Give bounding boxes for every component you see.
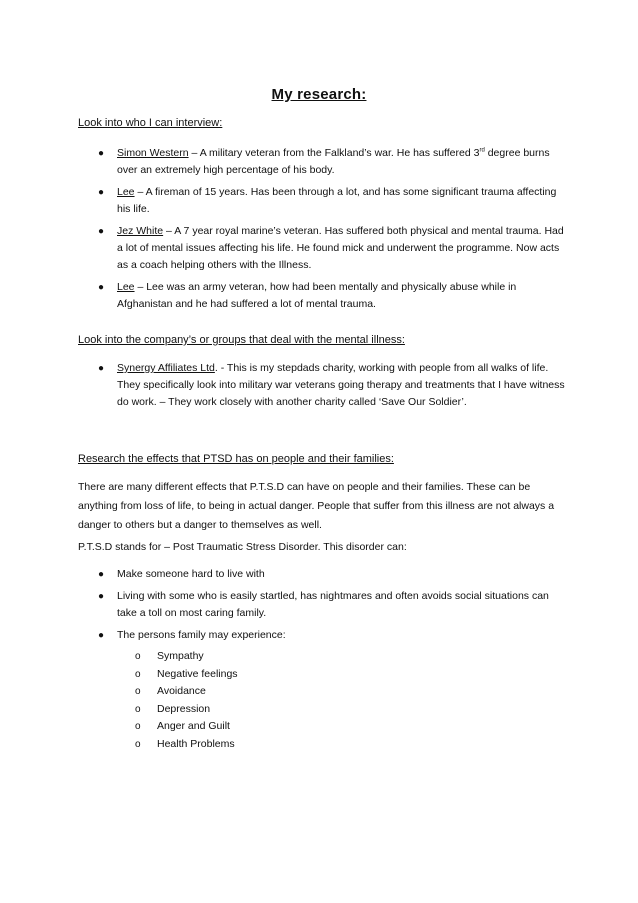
bullet-icon: ●: [98, 282, 105, 293]
organisation-description: . - This is my stepdads charity, working with people from all walks of life. They specifically look into military war veterans going therapy and treatments that I have witness do work. – They work closely with another charity called ‘Save Our Soldier’.: [117, 362, 565, 408]
interviewee-description: Lee was an army veteran, how had been mentally and physically abuse while in Afghanistan and he had suffered a lot of mental trauma.: [117, 281, 517, 310]
hollow-bullet-icon: o: [135, 651, 141, 662]
organisation-list: [78, 360, 566, 416]
ptsd-definition-paragraph: P.T.S.D stands for – Post Traumatic Stress Disorder. This disorder can:: [78, 541, 407, 553]
organisation-name: Synergy Affiliates Ltd: [117, 362, 215, 374]
list-item: ● Simon Western – A military veteran from the Falkland’s war. He has suffered 3rd degree burns over an extremely high percentage of his body.: [98, 147, 550, 176]
interviewee-name: Lee: [117, 186, 135, 198]
list-item: ● The persons family may experience: o Sympathy o Negative feelings o Avoidance o Depression o Anger and Guilt o Health Problems: [78, 627, 566, 753]
bullet-icon: ●: [98, 148, 105, 159]
hollow-bullet-icon: o: [135, 721, 141, 732]
list-item: ● Lee – Lee was an army veteran, how had been mentally and physically abuse while in Afghanistan and he had suffered a lot of mental trauma.: [98, 281, 517, 310]
bullet-icon: ●: [98, 226, 105, 237]
list-item: ● Lee – A fireman of 15 years. Has been through a lot, and has some significant trauma affecting his life.: [98, 186, 557, 215]
bullet-icon: ●: [98, 187, 105, 198]
family-experience-list: [117, 648, 566, 753]
sub-list-item: o Health Problems: [117, 736, 566, 754]
hollow-bullet-icon: o: [135, 738, 141, 750]
bullet-icon: ●: [98, 591, 105, 602]
hollow-bullet-icon: o: [135, 703, 141, 715]
interviewee-name: Lee: [117, 281, 135, 293]
sub-list-item: o Negative feelings: [117, 666, 566, 684]
section-heading-interviews: Look into who I can interview:: [78, 117, 223, 129]
list-item: ● Jez White – A 7 year royal marine’s veteran. Has suffered both physical and mental trauma. Had a lot of mental issues affecting his life. He found mick and underwent the programme. Now acts as a coach helping others with the Illness.: [98, 225, 564, 271]
page-title: My research:: [271, 86, 367, 103]
ptsd-effects-list: [78, 566, 566, 758]
sub-list-item: o Anger and Guilt: [117, 718, 566, 736]
interviewee-description: A military veteran from the Falkland’s war. He has suffered 3: [199, 147, 480, 159]
sub-list-item: o Sympathy: [117, 648, 566, 666]
bullet-icon: ●: [98, 569, 105, 580]
hollow-bullet-icon: o: [135, 686, 141, 697]
interviewee-name: Jez White: [117, 225, 164, 237]
sub-list-item: o Depression: [117, 701, 566, 719]
section-heading-organisations: Look into the company’s or groups that deal with the mental illness:: [78, 334, 405, 346]
list-item: [78, 360, 566, 411]
bullet-icon: ●: [98, 630, 105, 641]
interviewee-description: A 7 year royal marine’s veteran. Has suffered both physical and mental trauma. Had a lot of mental issues affecting his life. He found mick and underwent the programme. Now acts as a coach helping others with the Illness.: [117, 225, 564, 271]
bullet-icon: ●: [98, 363, 105, 374]
ptsd-effects-paragraph: There are many different effects that P.T.S.D can have on people and their families. These can be anything from loss of life, to being in actual danger. People that suffer from this illness are not always a danger to others but a danger to themselves as well.: [78, 481, 555, 531]
list-item: ● Make someone hard to live with: [78, 566, 566, 583]
sub-list-item: o Avoidance: [117, 683, 566, 701]
interviewee-list: [78, 145, 566, 318]
interviewee-name: Simon Western: [117, 147, 189, 159]
list-item: ● Living with some who is easily startled, has nightmares and often avoids social situations can take a toll on most caring family.: [98, 590, 549, 619]
interviewee-description: A fireman of 15 years. Has been through a lot, and has some significant trauma affecting his life.: [117, 186, 557, 215]
hollow-bullet-icon: o: [135, 668, 141, 680]
section-heading-ptsd-effects: Research the effects that PTSD has on people and their families:: [78, 453, 394, 465]
